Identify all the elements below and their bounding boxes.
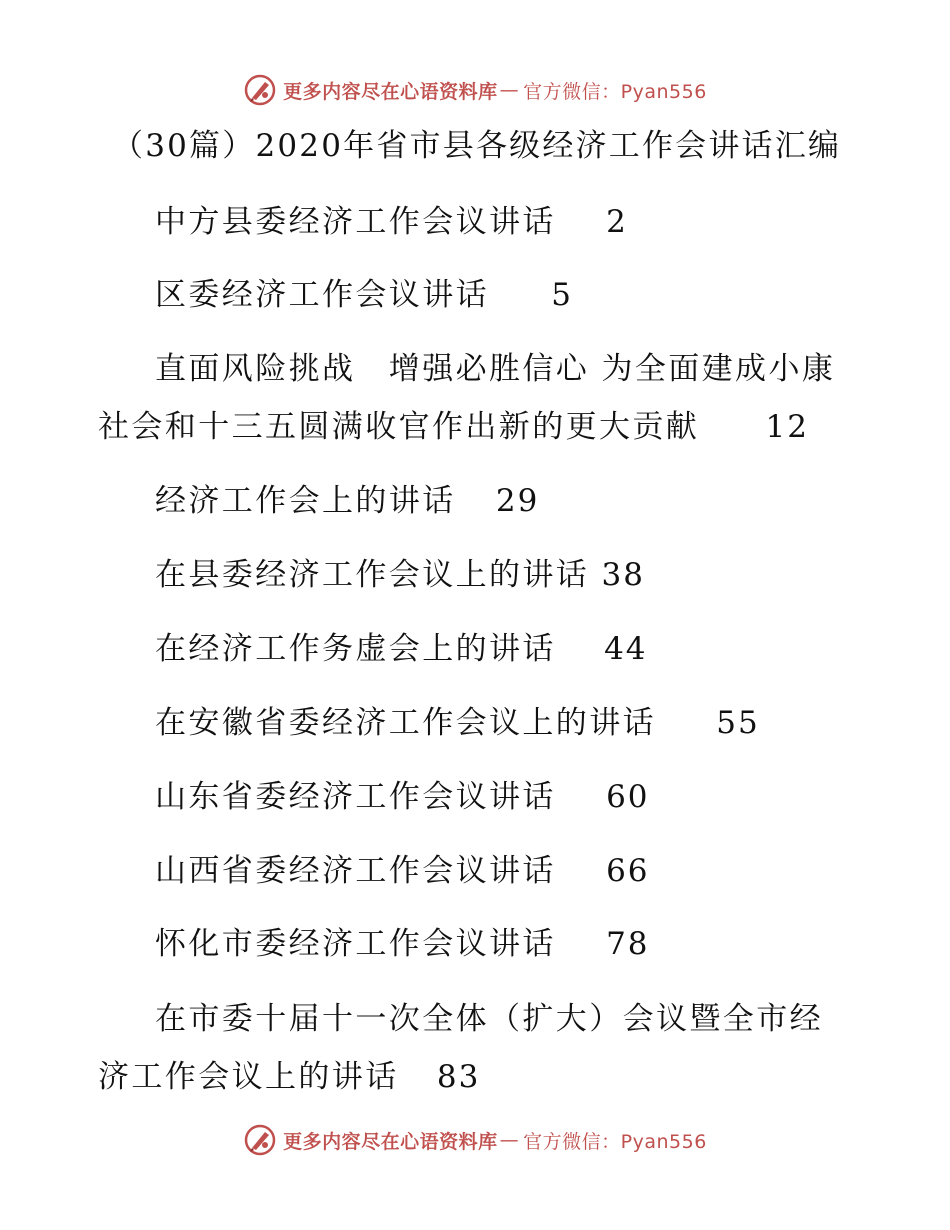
toc-entry-title: 区委经济工作会议讲话 [155, 277, 489, 313]
toc-entry-11-line-1 [155, 999, 823, 1039]
footer-banner [0, 1120, 950, 1160]
toc-entry-page: 60 [606, 779, 650, 815]
toc-entry-page: 44 [604, 631, 648, 667]
toc-entry-page: 5 [551, 277, 573, 313]
toc-entry-8 [155, 777, 650, 817]
toc-entry-page: 83 [436, 1059, 481, 1095]
toc-entry-5 [155, 555, 645, 595]
quill-pen-logo-icon [243, 1123, 277, 1157]
toc-entry-6 [155, 629, 648, 669]
toc-entry-3-line-1 [155, 349, 835, 389]
toc-entry-title: 在安徽省委经济工作会议上的讲话 [155, 705, 656, 741]
toc-entry-page: 55 [716, 705, 760, 741]
toc-entry-title: 山西省委经济工作会议讲话 [155, 853, 556, 889]
toc-entry-title: 直面风险挑战 增强必胜信心 为全面建成小康 [155, 351, 836, 387]
toc-entry-title: 在县委经济工作会议上的讲话 [155, 557, 590, 593]
toc-entry-page: 66 [606, 853, 650, 889]
toc-entry-title: 社会和十三五圆满收官作出新的更大贡献 [98, 409, 700, 445]
toc-entry-page: 78 [606, 926, 650, 962]
toc-entry-7 [155, 703, 760, 743]
toc-entry-title: 在经济工作务虚会上的讲话 [155, 631, 556, 667]
toc-entry-title: 中方县委经济工作会议讲话 [155, 204, 556, 240]
toc-entry-1 [155, 202, 628, 242]
toc-entry-title: 济工作会议上的讲话 [98, 1059, 399, 1095]
banner-wechat-text: 官方微信：Pyan556 [523, 1130, 707, 1153]
toc-entry-4 [155, 481, 539, 521]
banner-wechat-text: 官方微信：Pyan556 [523, 80, 707, 103]
quill-pen-logo-icon [243, 73, 277, 107]
toc-entry-title: 在市委十届十一次全体（扩大）会议暨全市经 [155, 1001, 823, 1037]
toc-entry-3-line-2 [98, 407, 809, 447]
toc-entry-title: 怀化市委经济工作会议讲话 [155, 926, 556, 962]
toc-entry-page: 29 [495, 483, 540, 519]
header-banner [0, 70, 950, 110]
banner-dash: — [499, 1129, 520, 1151]
banner-dash: — [499, 79, 520, 101]
toc-entry-10 [155, 924, 650, 964]
banner-main-text: 更多内容尽在心语资料库 [283, 80, 498, 103]
toc-entry-2 [155, 275, 573, 315]
toc-entry-title: 山东省委经济工作会议讲话 [155, 779, 556, 815]
document-title: （30篇）2020年省市县各级经济工作会讲话汇编 [112, 128, 842, 164]
toc-entry-page: 2 [606, 204, 628, 240]
toc-entry-page: 12 [765, 409, 809, 445]
toc-entry-11-line-2 [98, 1057, 480, 1097]
toc-entry-9 [155, 851, 650, 891]
toc-entry-page: 38 [601, 557, 645, 593]
banner-main-text: 更多内容尽在心语资料库 [283, 1130, 498, 1153]
toc-entry-title: 经济工作会上的讲话 [155, 483, 456, 519]
